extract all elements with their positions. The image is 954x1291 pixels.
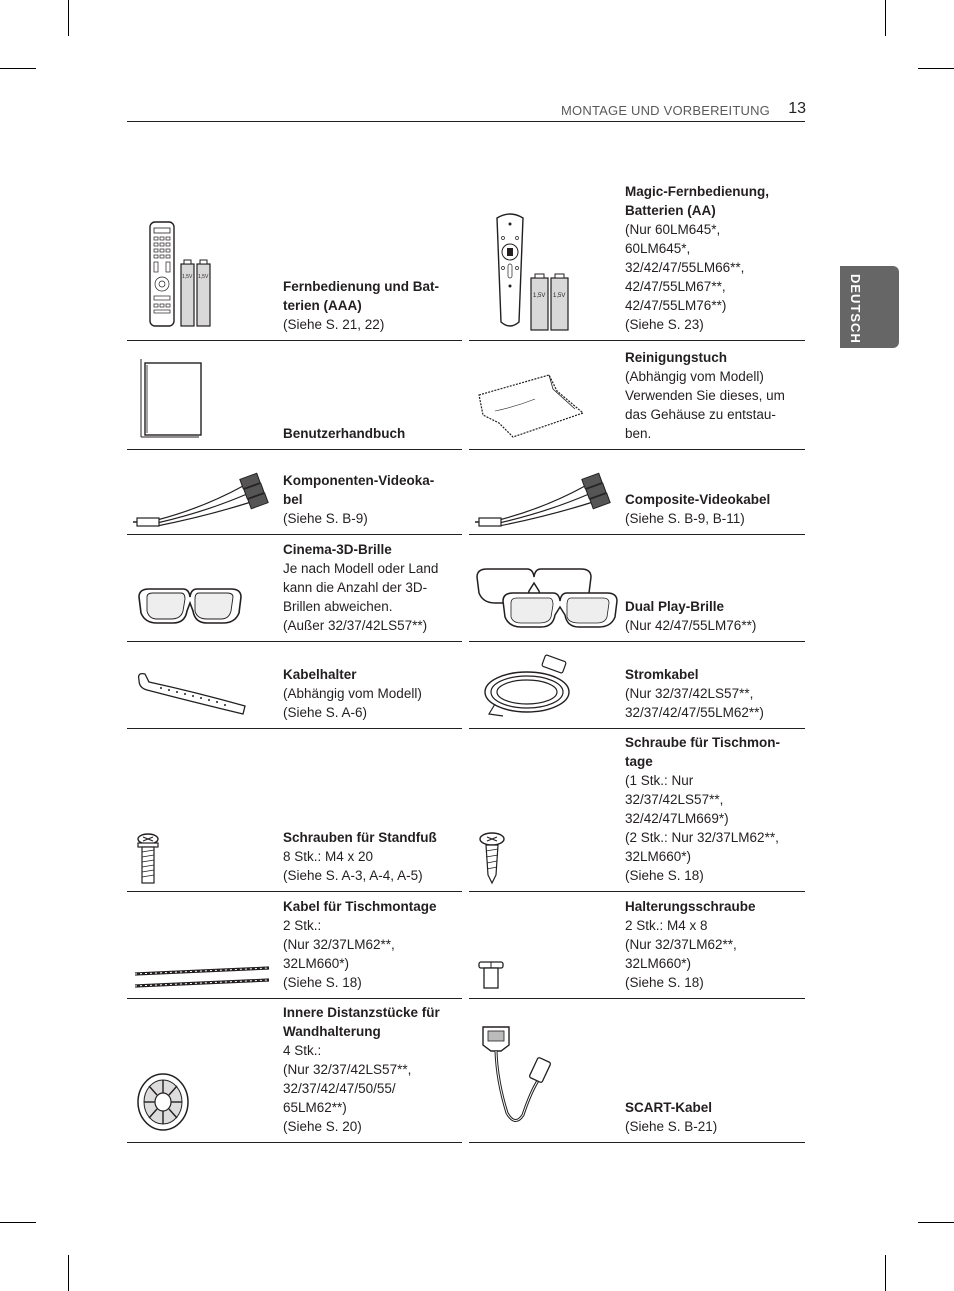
- item-text: [625, 490, 801, 528]
- crop-mark: [0, 1222, 36, 1223]
- row-rule: [469, 1142, 805, 1143]
- accessory-item: [469, 642, 805, 729]
- accessory-item: [127, 341, 462, 450]
- item-text: [625, 182, 801, 334]
- battery-label: 1,5V: [533, 293, 546, 299]
- composite-cable-icon: [475, 468, 620, 530]
- language-tab-label: DEUTSCH: [848, 274, 863, 344]
- language-tab: [840, 266, 899, 348]
- accessory-item: [469, 729, 805, 892]
- item-title: Kabelhalter: [283, 667, 357, 682]
- item-text: [283, 828, 458, 885]
- accessory-item: [127, 162, 462, 341]
- item-title: Schraube für Tischmon- tage: [625, 735, 781, 769]
- item-title: Stromkabel: [625, 667, 699, 682]
- accessory-item: [469, 892, 805, 999]
- crop-mark: [918, 68, 954, 69]
- item-description: (Nur 60LM645*, 60LM645*, 32/42/47/55LM66**, 42/47/55LM67**, 42/47/55LM76**) (Siehe S. 23): [625, 222, 745, 332]
- battery-label: 1,5V: [182, 274, 193, 280]
- item-text: [625, 597, 801, 635]
- item-text: [283, 1003, 458, 1136]
- desk-mount-screw-icon: [477, 831, 507, 885]
- page-number: 13: [788, 100, 806, 117]
- item-title: Innere Distanzstücke für Wandhalterung: [283, 1005, 440, 1039]
- battery-label: 1,5V: [553, 293, 566, 299]
- item-text: [625, 1098, 801, 1136]
- item-title: Kabel für Tischmontage: [283, 899, 437, 914]
- item-title: Composite-Videokabel: [625, 492, 771, 507]
- item-description: (Siehe S. B-9, B-11): [625, 511, 745, 526]
- item-text: [625, 665, 801, 722]
- item-title: Benutzerhandbuch: [283, 426, 406, 441]
- section-title: MONTAGE UND VORBEREITUNG: [561, 103, 770, 118]
- accessory-item: [469, 999, 805, 1143]
- desk-mount-cable-icon: [133, 964, 273, 992]
- crop-mark: [885, 0, 886, 36]
- manual-icon: [137, 357, 207, 439]
- remote-control-icon: [143, 220, 233, 330]
- item-text: [625, 897, 801, 992]
- item-title: Cinema-3D-Brille: [283, 542, 392, 557]
- scart-cable-icon: [477, 1021, 559, 1135]
- item-description: (Siehe S. B-9): [283, 511, 368, 526]
- 3d-glasses-icon: [135, 579, 245, 631]
- item-description: Je nach Modell oder Land kann die Anzahl der 3D- Brillen abweichen. (Außer 32/37/42LS57**): [283, 561, 439, 633]
- item-title: Reinigungstuch: [625, 350, 727, 365]
- crop-mark: [68, 1255, 69, 1291]
- item-description: 8 Stk.: M4 x 20 (Siehe S. A-3, A-4, A-5): [283, 849, 423, 883]
- item-text: [625, 348, 801, 443]
- item-description: (Abhängig vom Modell) Verwenden Sie dieses, um das Gehäuse zu entstau- ben.: [625, 369, 785, 441]
- power-cord-icon: [481, 654, 581, 720]
- item-title: SCART-Kabel: [625, 1100, 713, 1115]
- accessory-item: [127, 999, 462, 1143]
- header-rule: [127, 121, 805, 122]
- accessory-item: [127, 729, 462, 892]
- item-description: (Siehe S. B-21): [625, 1119, 718, 1134]
- accessory-item: [127, 535, 462, 642]
- cable-holder-icon: [135, 666, 250, 720]
- accessory-item: [469, 450, 805, 535]
- item-description: (Nur 32/37/42LS57**, 32/37/42/47/55LM62**): [625, 686, 764, 720]
- stand-screw-icon: [135, 833, 161, 885]
- item-title: Dual Play-Brille: [625, 599, 725, 614]
- dual-play-glasses-icon: [473, 563, 623, 637]
- item-description: 2 Stk.: M4 x 8 (Nur 32/37LM62**, 32LM660*) (Siehe S. 18): [625, 918, 737, 990]
- item-text: [283, 897, 458, 992]
- crop-mark: [68, 0, 69, 36]
- accessory-item: [469, 341, 805, 450]
- battery-label: 1,5V: [198, 274, 209, 280]
- item-text: [283, 540, 458, 635]
- crop-mark: [918, 1222, 954, 1223]
- item-description: (Siehe S. 21, 22): [283, 317, 385, 332]
- item-text: [283, 471, 458, 528]
- accessory-item: [127, 450, 462, 535]
- item-description: (Nur 42/47/55LM76**): [625, 618, 757, 633]
- accessory-item: [127, 642, 462, 729]
- item-text: [283, 665, 458, 722]
- item-text: [283, 277, 458, 334]
- row-rule: [127, 1142, 462, 1143]
- item-text: [625, 733, 801, 885]
- item-title: Schrauben für Standfuß: [283, 830, 437, 845]
- crop-mark: [0, 68, 36, 69]
- cleaning-cloth-icon: [475, 371, 590, 443]
- item-description: (Abhängig vom Modell) (Siehe S. A-6): [283, 686, 422, 720]
- crop-mark: [885, 1255, 886, 1291]
- item-title: Fernbedienung und Bat- terien (AAA): [283, 279, 439, 313]
- item-description: 2 Stk.: (Nur 32/37LM62**, 32LM660*) (Siehe S. 18): [283, 918, 395, 990]
- item-title: Komponenten-Videoka- bel: [283, 473, 435, 507]
- bracket-screw-icon: [477, 960, 505, 992]
- magic-remote-icon: [489, 210, 599, 332]
- accessory-item: [469, 535, 805, 642]
- item-description: 4 Stk.: (Nur 32/37/42LS57**, 32/37/42/47/50/55/ 65LM62**) (Siehe S. 20): [283, 1043, 412, 1134]
- component-cable-icon: [133, 468, 278, 530]
- item-text: [283, 424, 458, 443]
- item-title: Halterungsschraube: [625, 899, 756, 914]
- item-description: (1 Stk.: Nur 32/37/42LS57**, 32/42/47LM669*) (2 Stk.: Nur 32/37LM62**, 32LM660*) (Siehe S. 18): [625, 773, 779, 883]
- accessory-item: [469, 162, 805, 341]
- accessory-item: [127, 892, 462, 999]
- wall-spacer-icon: [135, 1071, 191, 1133]
- item-title: Magic-Fernbedienung, Batterien (AA): [625, 184, 770, 218]
